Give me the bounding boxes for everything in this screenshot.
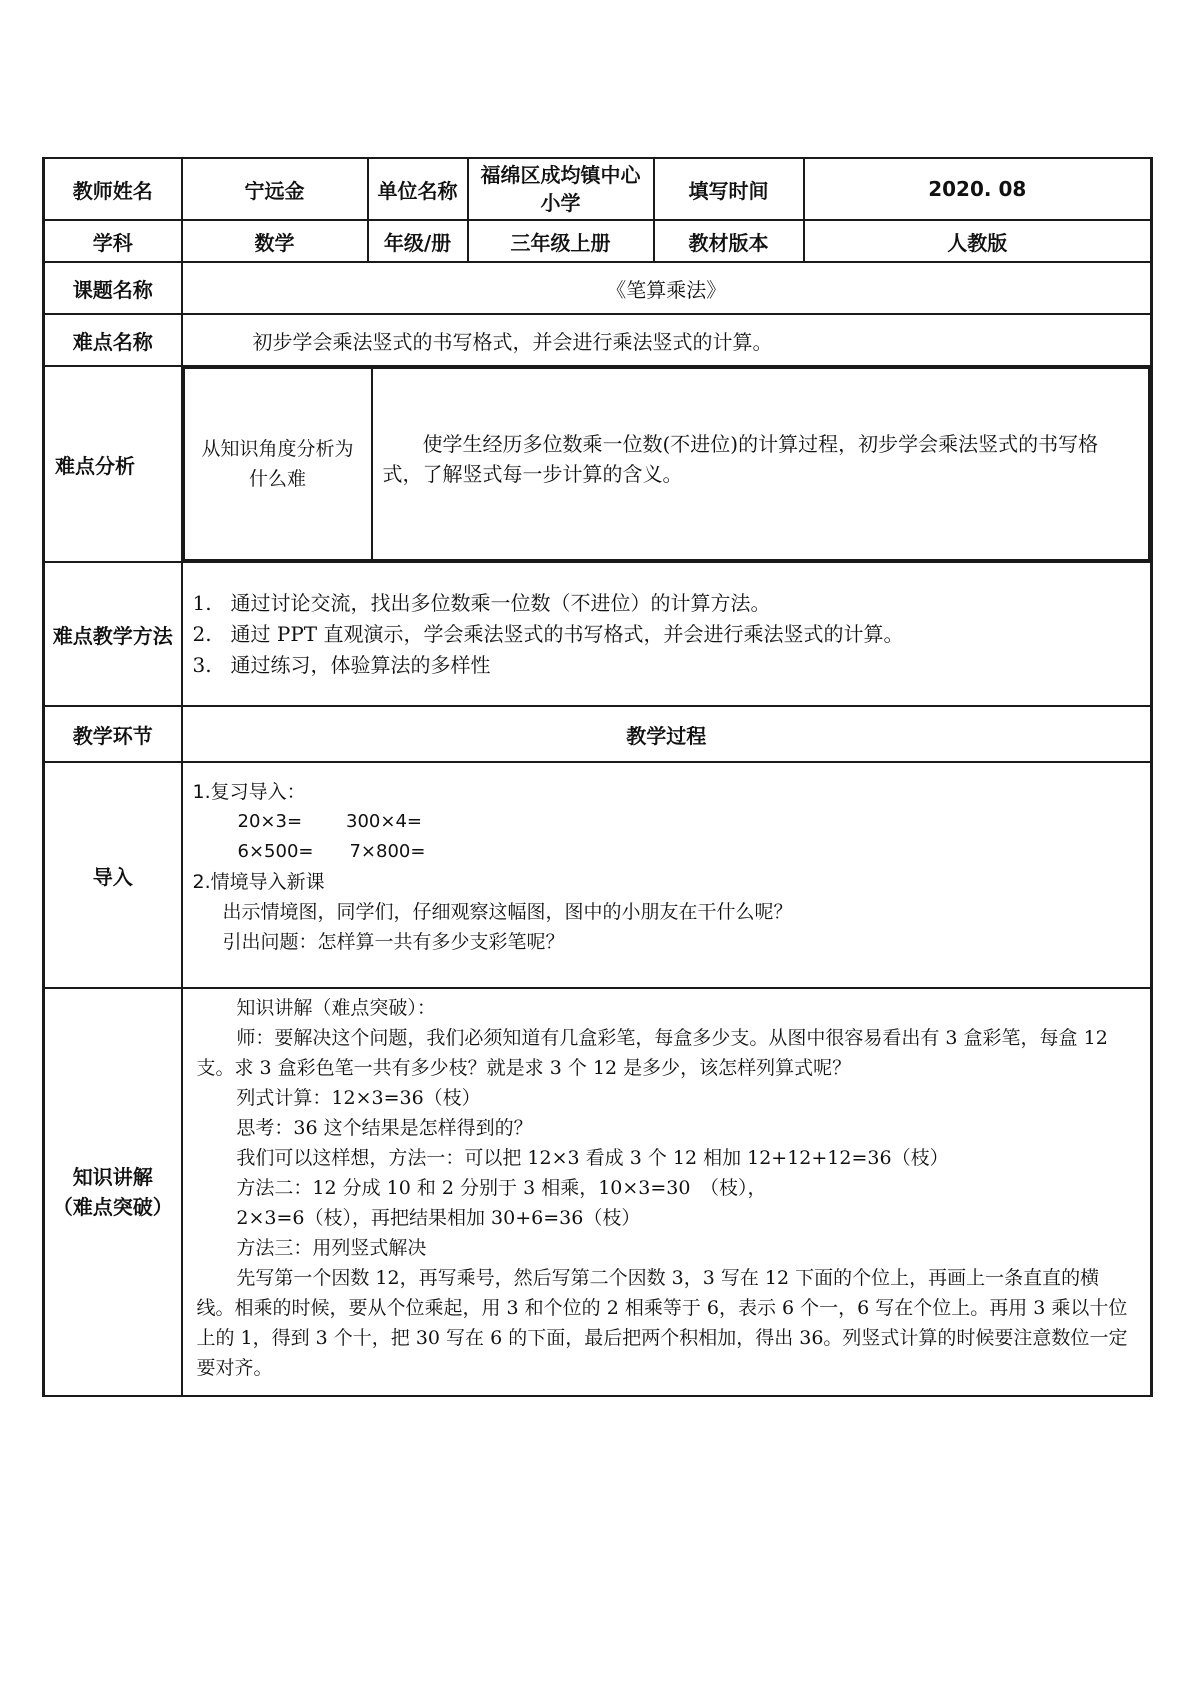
info-row-2: [44, 220, 1152, 262]
exercise: 20×3=: [237, 811, 303, 832]
explanation-line: 师：要解决这个问题，我们必须知道有几盒彩笔，每盒多少支。从图中很容易看出有 3 盒彩笔，每盒 12 支。求 3 盒彩色笔一共有多少枝？就是求 3 个 12 是多少，该怎样列算式呢？: [196, 1027, 1108, 1079]
stage-label: 教学环节: [44, 706, 182, 762]
info-row-1: [44, 158, 1152, 220]
explanation-line: 我们可以这样想，方法一：可以把 12×3 看成 3 个 12 相加 12+12+12=36（枝）: [236, 1147, 949, 1169]
explanation-line: 方法三：用列竖式解决: [236, 1237, 427, 1259]
methods-content: [182, 562, 1152, 706]
explanation-line: 先写第一个因数 12，再写乘号，然后写第二个因数 3，3 写在 12 下面的个位上，再画上一条直直的横线。相乘的时候，要从个位乘起，用 3 和个位的 2 相乘等于 6，表示 6 个一，6 写在个位上。再用 3 乘以十位上的 1，得到 3 个十，把 30 写在 6 的下面，最后把两个积相加，得出 36。列竖式计算的时候要注意数位一定要对齐。: [196, 1267, 1128, 1379]
explanation-row: [44, 988, 1152, 1396]
unit-name-line2: 小学: [540, 191, 581, 215]
lesson-plan-sheet: [42, 157, 1150, 1397]
analysis-content: [182, 366, 1152, 562]
difficulty-row: [44, 314, 1152, 366]
methods-list: [183, 588, 1151, 681]
analysis-label: 难点分析: [44, 366, 182, 562]
intro-line-2: 引出问题：怎样算一共有多少支彩笔呢？: [222, 931, 565, 953]
teacher-name: 宁远金: [182, 158, 368, 220]
intro-exercises-2: [193, 837, 1141, 867]
unit-label: 单位名称: [368, 158, 468, 220]
process-header-row: [44, 706, 1152, 762]
topic-label: 课题名称: [44, 262, 182, 314]
intro-exercises-1: [193, 807, 1141, 837]
explanation-label: [44, 988, 182, 1396]
intro-row: [44, 762, 1152, 988]
unit-name: [468, 158, 654, 220]
difficulty-label: 难点名称: [44, 314, 182, 366]
explanation-content: [182, 988, 1152, 1396]
edition-value: 人教版: [804, 220, 1152, 262]
exercise: 7×800=: [349, 841, 426, 862]
methods-label: 难点教学方法: [44, 562, 182, 706]
topic-value: 《笔算乘法》: [182, 262, 1152, 314]
subject-label: 学科: [44, 220, 182, 262]
intro-content: [182, 762, 1152, 988]
edition-label: 教材版本: [654, 220, 804, 262]
methods-row: [44, 562, 1152, 706]
date-label: 填写时间: [654, 158, 804, 220]
explanation-label-line1: 知识讲解: [72, 1165, 153, 1189]
explanation-body: [183, 989, 1151, 1393]
method-item: 1. 通过讨论交流，找出多位数乘一位数（不进位）的计算方法。: [192, 590, 771, 615]
grade-value: 三年级上册: [468, 220, 654, 262]
subject-value: 数学: [182, 220, 368, 262]
analysis-inner: [183, 367, 1151, 561]
explanation-line: 方法二：12 分成 10 和 2 分别于 3 相乘，10×3=30 （枝），: [236, 1177, 767, 1199]
analysis-sublabel: [184, 368, 372, 560]
explanation-line: 2×3=6（枝），再把结果相加 30+6=36（枝）: [236, 1207, 641, 1229]
explanation-label-line2: （难点突破）: [52, 1195, 173, 1219]
intro-label: 导入: [44, 762, 182, 988]
intro-line-1: 出示情境图，同学们，仔细观察这幅图，图中的小朋友在干什么呢？: [222, 901, 793, 923]
analysis-text: 使学生经历多位数乘一位数(不进位)的计算过程，初步学会乘法竖式的书写格式，了解竖式每一步计算的含义。: [382, 432, 1099, 486]
analysis-row: [44, 366, 1152, 562]
grade-label: 年级/册: [368, 220, 468, 262]
topic-row: [44, 262, 1152, 314]
date-value: 2020. 08: [804, 158, 1152, 220]
analysis-sublabel-line1: 从知识角度分析为: [201, 438, 354, 460]
exercise: 300×4=: [346, 811, 423, 832]
difficulty-value: 初步学会乘法竖式的书写格式，并会进行乘法竖式的计算。: [182, 314, 1152, 366]
lesson-plan-table: [42, 157, 1153, 1397]
intro-heading-1: 1.复习导入：: [192, 781, 306, 803]
analysis-text-cell: [372, 368, 1150, 560]
intro-body: [183, 763, 1151, 965]
unit-name-line1: 福绵区成均镇中心: [480, 163, 641, 187]
analysis-sublabel-line2: 什么难: [248, 468, 306, 490]
intro-heading-2: 2.情境导入新课: [192, 871, 325, 893]
process-label: 教学过程: [182, 706, 1152, 762]
exercise: 6×500=: [237, 841, 314, 862]
explanation-line: 思考：36 这个结果是怎样得到的？: [236, 1117, 533, 1139]
explanation-line: 知识讲解（难点突破）：: [236, 997, 436, 1019]
method-item: 2. 通过 PPT 直观演示，学会乘法竖式的书写格式，并会进行乘法竖式的计算。: [192, 621, 904, 646]
explanation-line: 列式计算：12×3=36（枝）: [236, 1087, 481, 1109]
method-item: 3. 通过练习，体验算法的多样性: [192, 652, 491, 677]
teacher-label: 教师姓名: [44, 158, 182, 220]
